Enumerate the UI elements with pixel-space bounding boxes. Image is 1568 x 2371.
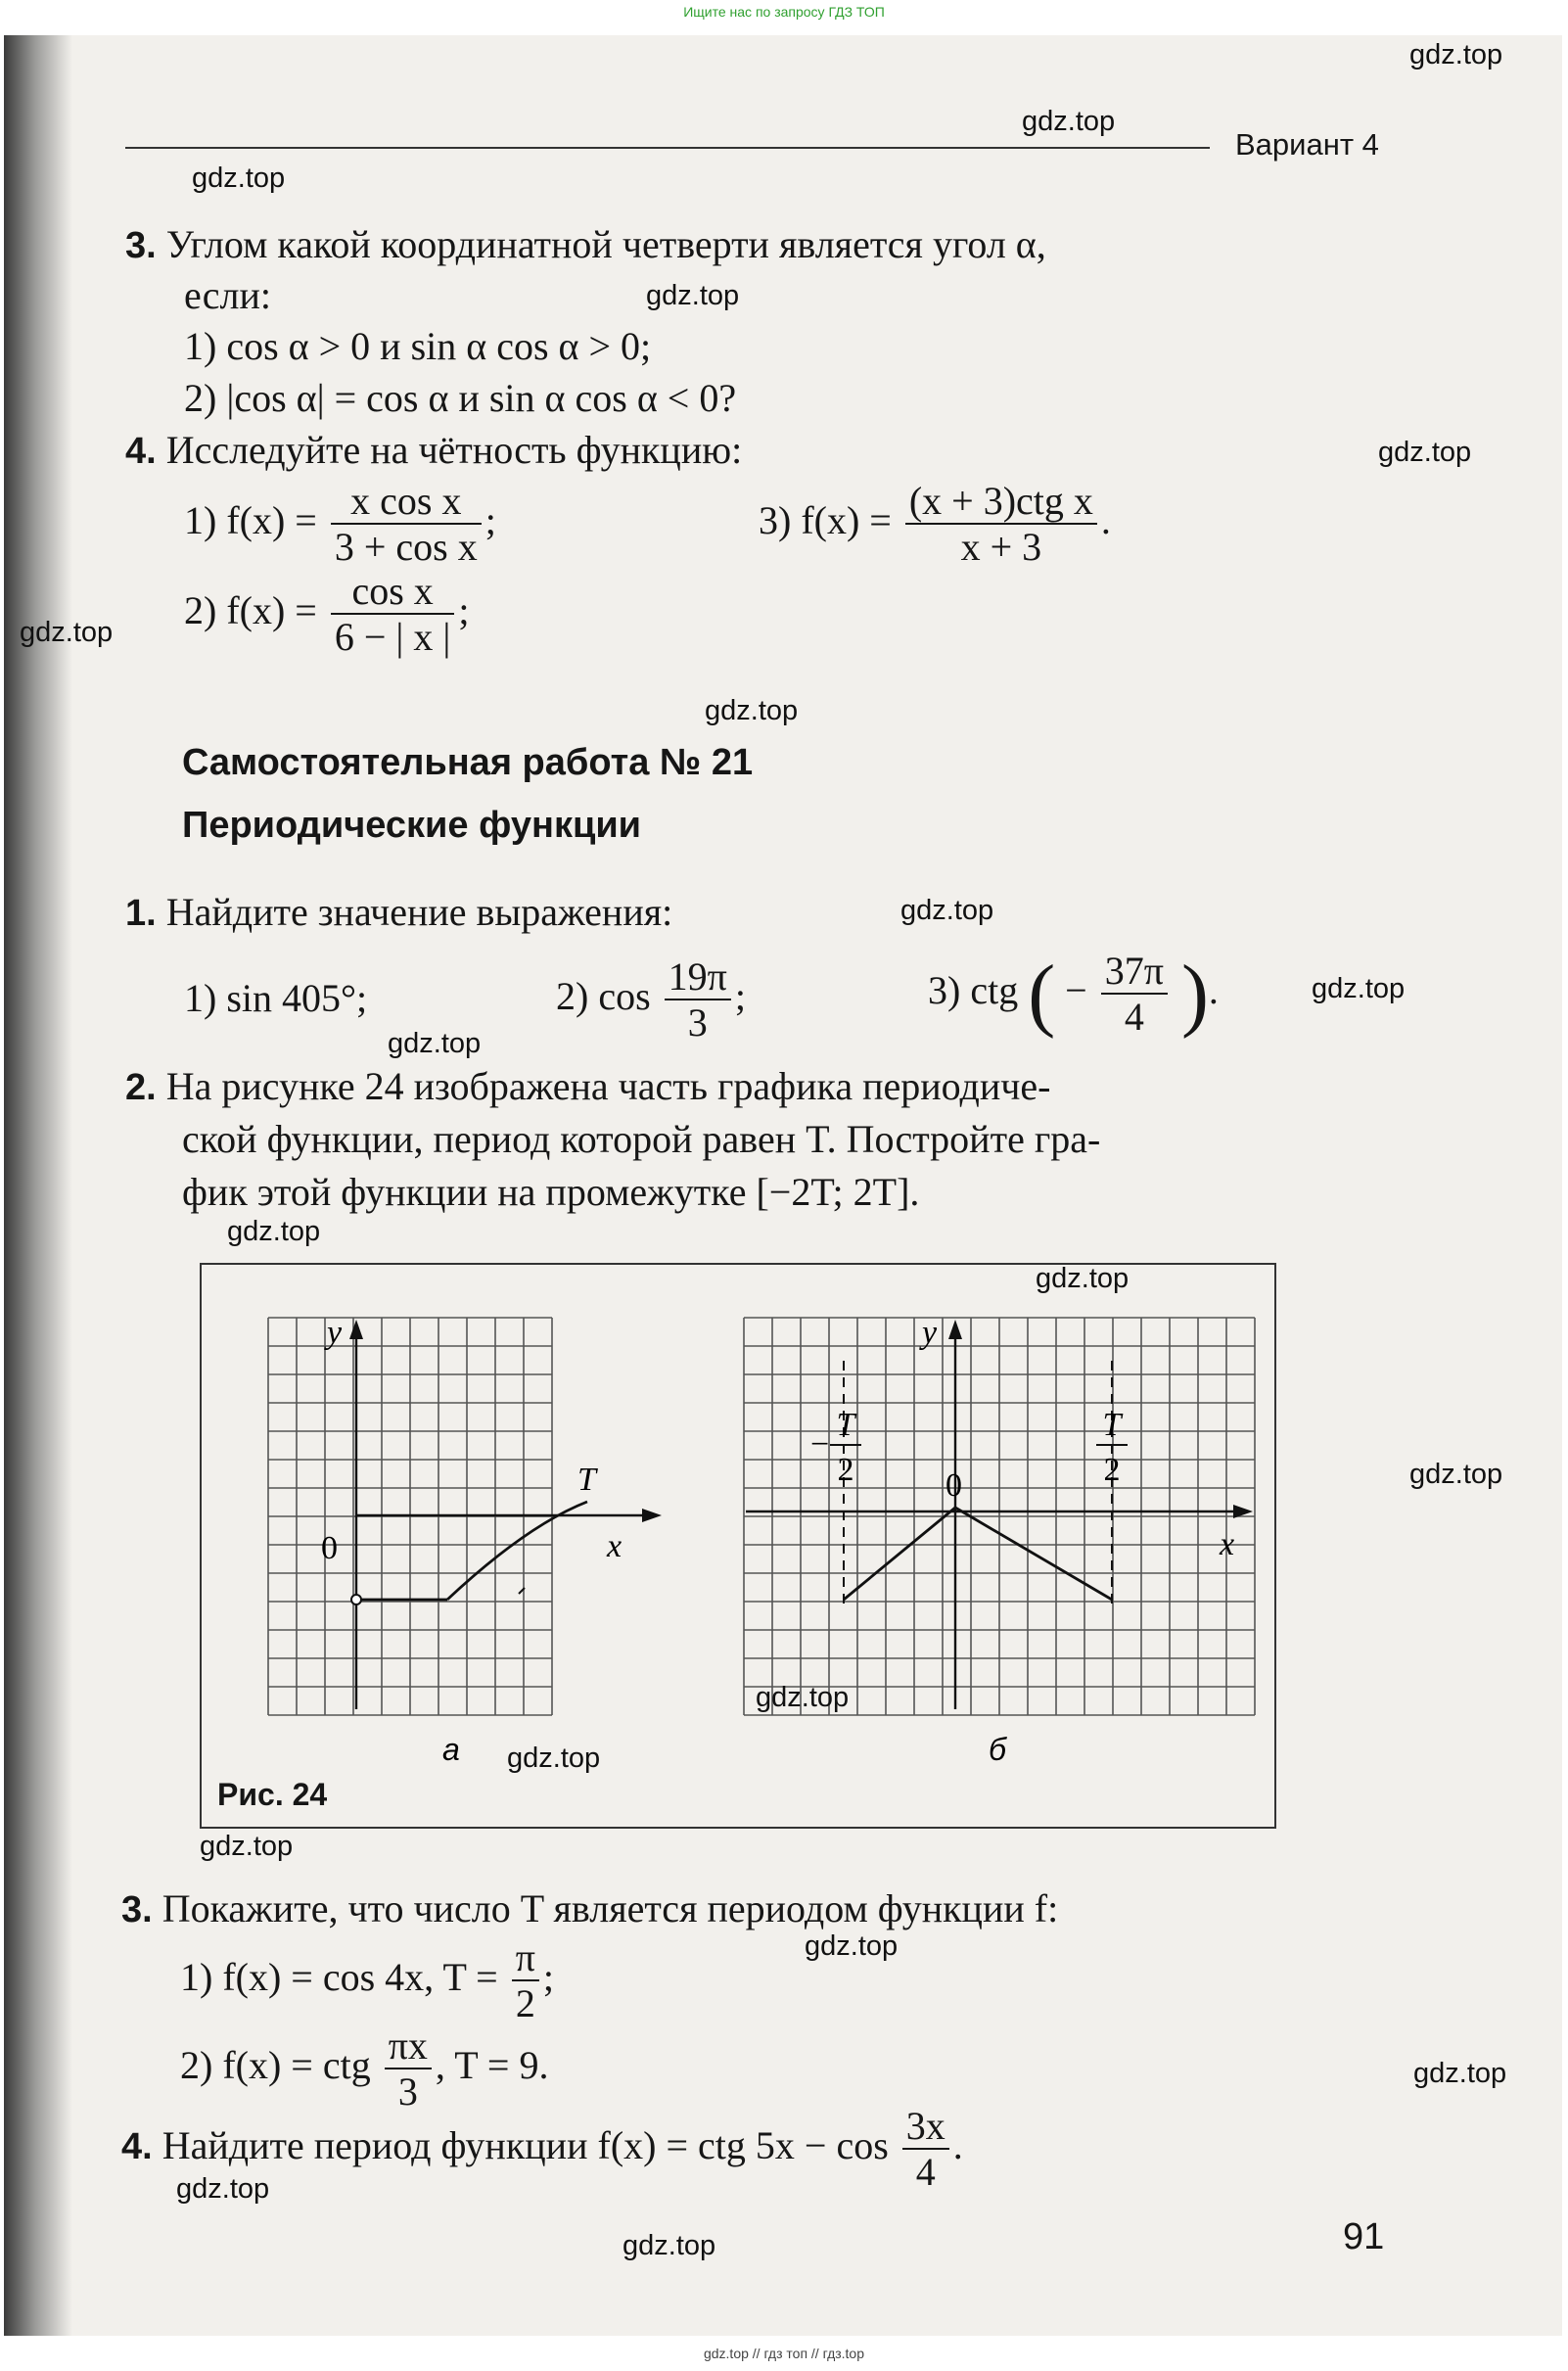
prev-task-3-line2: если: (184, 273, 271, 317)
formula-end: ; (458, 588, 470, 633)
label-x-b: x (1220, 1526, 1235, 1562)
axis-y-b-arrow (948, 1320, 962, 1339)
formula-end: . (1208, 968, 1219, 1013)
watermark: gdz.top (1036, 1263, 1130, 1294)
formula-end: ; (542, 1955, 555, 2000)
watermark: gdz.top (176, 2173, 270, 2205)
label-two-left: 2 (837, 1452, 854, 1488)
label-y-b: y (922, 1315, 938, 1351)
sublabel-b: б (989, 1732, 1006, 1767)
task-number: 2. (125, 1067, 157, 1108)
fraction (905, 480, 1097, 570)
formula-label: f(x) = ctg 5x − cos (597, 2123, 889, 2168)
graph-b-line (844, 1508, 1112, 1600)
formula-label: 3) ctg (928, 968, 1019, 1013)
formula-end: ; (484, 498, 496, 543)
numerator: 19π (665, 955, 731, 1000)
axis-x-a-arrow (642, 1509, 662, 1522)
figure-caption: Рис. 24 (217, 1777, 328, 1812)
label-T-right: T (1102, 1407, 1122, 1443)
watermark: gdz.top (1378, 437, 1472, 468)
task-text: На рисунке 24 изображена часть графика периодиче- (165, 1064, 1051, 1108)
open-point (351, 1595, 361, 1604)
prev-task-4 (125, 427, 742, 473)
watermark: gdz.top (1409, 1459, 1503, 1490)
prev-task-4-item-3 (759, 480, 1111, 570)
denominator: 3 (687, 1000, 708, 1045)
grid-b (744, 1318, 1255, 1715)
prev-task-3 (125, 221, 1046, 267)
denominator: 4 (1124, 995, 1144, 1039)
binding-shadow (4, 35, 72, 2336)
watermark: gdz.top (200, 1831, 294, 1862)
task-1-item-1: 1) sin 405°; (184, 976, 368, 1020)
watermark: gdz.top (192, 163, 286, 194)
denominator: 2 (515, 1981, 535, 2025)
left-paren: ( (1028, 949, 1056, 1040)
task-number: 3. (125, 225, 157, 266)
numerator: (x + 3)ctg x (905, 480, 1097, 525)
watermark: gdz.top (1409, 39, 1503, 70)
formula-end: ; (734, 974, 746, 1019)
task-number: 4. (125, 431, 157, 472)
formula-label: 1) f(x) = (184, 498, 317, 543)
prev-task-4-item-2 (184, 570, 470, 660)
variant-label: Вариант 4 (1235, 127, 1379, 162)
numerator: 3x (902, 2105, 949, 2150)
section-title: Самостоятельная работа № 21 (182, 742, 754, 783)
numerator: π (512, 1936, 539, 1981)
formula-label: 2) f(x) = ctg (180, 2043, 371, 2088)
top-banner: Ищите нас по запросу ГДЗ ТОП (683, 4, 885, 20)
task-2-line2: ской функции, период которой равен T. Постройте гра- (182, 1117, 1101, 1161)
task-3 (121, 1885, 1058, 1931)
header-rule (125, 147, 1210, 149)
task-text: Найдите период функции (161, 2123, 588, 2168)
formula-end: . (1100, 498, 1111, 543)
minus-sign: − (1065, 968, 1087, 1013)
numerator: x cos x (331, 480, 482, 525)
fraction (665, 955, 731, 1046)
task-2-line3: фик этой функции на промежутке [−2T; 2T]. (182, 1170, 920, 1214)
task-text: Углом какой координатной четверти является угол α, (165, 222, 1046, 266)
watermark: gdz.top (623, 2230, 716, 2261)
axis-y-a-arrow (349, 1320, 363, 1339)
watermark: gdz.top (705, 695, 799, 726)
formula-label: 2) cos (556, 974, 651, 1019)
task-1-item-2 (556, 955, 746, 1046)
watermark: gdz.top (1312, 973, 1406, 1004)
fraction (385, 2024, 432, 2115)
numerator: πx (385, 2024, 432, 2069)
task-text: Найдите значение выражения: (165, 890, 673, 934)
formula-label: 1) f(x) = cos 4x, T = (180, 1955, 498, 2000)
watermark: gdz.top (507, 1743, 601, 1774)
right-paren: ) (1180, 949, 1209, 1040)
task-3-item-1 (180, 1936, 554, 2026)
label-y-a: y (327, 1315, 343, 1351)
fraction (902, 2105, 949, 2195)
watermark: gdz.top (805, 1930, 899, 1962)
formula-end: , T = 9. (435, 2043, 549, 2088)
bottom-banner: gdz.top // гдз топ // гдз.top (703, 2346, 865, 2361)
task-1-item-3 (928, 950, 1219, 1040)
formula-end: . (952, 2123, 963, 2168)
denominator: x + 3 (960, 525, 1042, 569)
fraction (512, 1936, 539, 2026)
sublabel-a: а (442, 1732, 460, 1767)
watermark: gdz.top (1413, 2058, 1507, 2089)
watermark: gdz.top (756, 1682, 850, 1713)
prev-task-3-item-2: 2) |cos α| = cos α и sin α cos α < 0? (184, 376, 737, 420)
watermark: gdz.top (388, 1028, 482, 1059)
label-minus-b: − (810, 1426, 830, 1463)
prev-task-3-item-1: 1) cos α > 0 и sin α cos α > 0; (184, 324, 652, 368)
denominator: 6 − | x | (334, 615, 451, 659)
label-T-left: T (836, 1407, 855, 1443)
denominator: 3 (397, 2069, 418, 2114)
label-x-a: x (607, 1528, 623, 1564)
watermark: gdz.top (20, 617, 114, 648)
numerator: cos x (331, 570, 455, 615)
page-number: 91 (1343, 2216, 1385, 2257)
numerator: 37π (1101, 950, 1168, 995)
task-number: 3. (121, 1889, 153, 1930)
fraction (331, 480, 482, 570)
watermark: gdz.top (1022, 106, 1116, 137)
task-text: Покажите, что число T является периодом функции f: (161, 1886, 1059, 1930)
formula-label: 3) f(x) = (759, 498, 892, 543)
task-text: Исследуйте на чётность функцию: (165, 428, 743, 472)
task-number: 4. (121, 2126, 153, 2168)
task-1 (125, 889, 672, 935)
fraction (331, 570, 455, 660)
formula-label: 2) f(x) = (184, 588, 317, 633)
watermark: gdz.top (646, 280, 740, 311)
prev-task-4-item-1 (184, 480, 496, 570)
label-two-right: 2 (1103, 1452, 1121, 1488)
task-2 (125, 1063, 1050, 1109)
task-number: 1. (125, 893, 157, 934)
label-T-a: T (577, 1462, 596, 1498)
task-3-item-2 (180, 2024, 548, 2115)
figure-24 (200, 1263, 1276, 1831)
denominator: 3 + cos x (334, 525, 478, 569)
watermark: gdz.top (227, 1216, 321, 1247)
label-origin-a: 0 (321, 1530, 338, 1566)
denominator: 4 (915, 2150, 936, 2194)
watermark: gdz.top (900, 895, 994, 926)
section-subtitle: Периодические функции (182, 805, 642, 846)
label-origin-b: 0 (945, 1467, 962, 1504)
fraction (1101, 950, 1168, 1040)
